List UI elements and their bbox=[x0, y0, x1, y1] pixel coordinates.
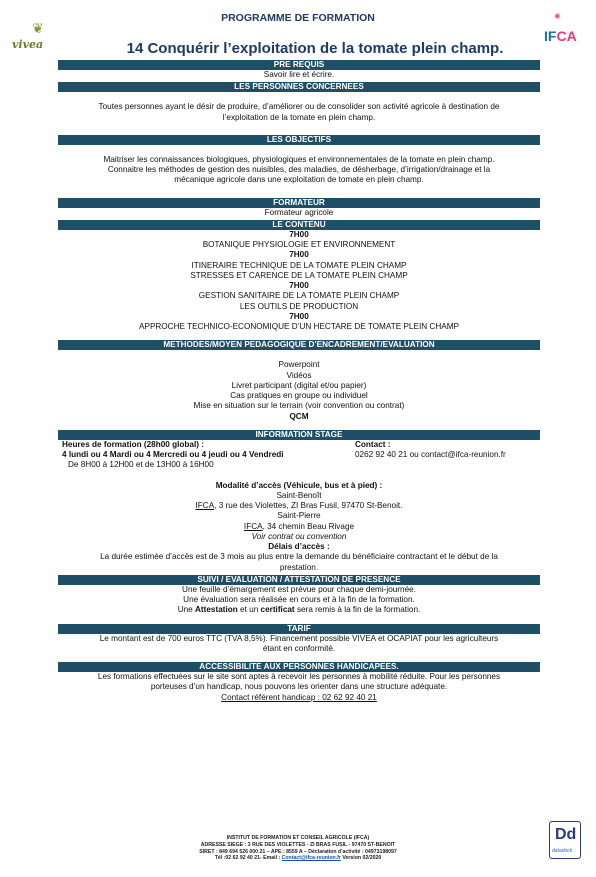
contenu-topic: STRESSES ET CARENCE DE LA TOMATE PLEIN CHAMP bbox=[190, 270, 408, 280]
info-address-2: IFCA, 34 chemin Beau Rivage bbox=[243, 521, 355, 531]
info-hours-label: Heures de formation (28h00 global) : bbox=[62, 439, 204, 449]
info-contact-value[interactable]: 0262 92 40 21 ou contact@ifca-reunion.fr bbox=[355, 450, 506, 459]
info-contact-label: Contact : bbox=[355, 439, 391, 449]
suivi-line-2: Une évaluation sera réalisée en cours et à la fin de la formation. bbox=[183, 595, 415, 604]
info-delais-line-1: La durée estimée d’accès est de 3 mois au plus entre la demande du bénéficiaire contractant et le début de la bbox=[100, 552, 498, 562]
section-heading-accessibilite: ACCESSIBILITE AUX PERSONNES HANDICAPEES. bbox=[58, 662, 540, 672]
datadock-badge-tag: datadock bbox=[552, 848, 573, 854]
ifca-logo-word: IFCA bbox=[544, 28, 577, 44]
methode-item: Vidéos bbox=[286, 370, 312, 380]
dots-icon: ✺ bbox=[554, 12, 560, 21]
personnes-line-1: Toutes personnes ayant le désir de produire, d’améliorer ou de consolider son activité agricole à destination de bbox=[98, 102, 500, 112]
suivi-line-3: Une Attestation et un certificat sera remis à la fin de la formation. bbox=[177, 605, 421, 615]
footer-line-2: ADRESSE SIEGE : 3 RUE DES VIOLETTES - ZI BRAS FUSIL - 97470 ST-BENOIT bbox=[200, 841, 396, 848]
objectifs-line-1: Maitriser les connaissances biologiques, physiologiques et environnementales de la tomate en plein champ. bbox=[103, 154, 495, 164]
methode-item: Livret participant (digital et/ou papier) bbox=[231, 380, 367, 390]
info-times: De 8H00 à 12H00 et de 13H00 à 16H00 bbox=[68, 460, 214, 470]
tarif-line-2: étant en conformité. bbox=[262, 643, 336, 653]
methode-item: Cas pratiques en groupe ou individuel bbox=[230, 391, 368, 400]
datadock-badge-letters: Dd bbox=[555, 826, 577, 843]
section-heading-personnes: LES PERSONNES CONCERNEES bbox=[58, 82, 540, 92]
section-heading-objectifs: LES OBJECTIFS bbox=[58, 135, 540, 145]
accessibilite-contact: Contact référent handicap : 02 62 92 40 21 bbox=[221, 692, 377, 702]
leaf-icon: ❦ bbox=[32, 20, 44, 36]
section-heading-info: INFORMATION STAGE bbox=[58, 430, 540, 440]
footer-line-1: INSTITUT DE FORMATION ET CONSEIL AGRICOLE (IFCA) bbox=[226, 835, 370, 841]
formateur-text: Formateur agricole bbox=[264, 207, 334, 217]
info-site-1: Saint-Benoît bbox=[276, 490, 322, 500]
section-heading-methodes: METHODES/MOYEN PEDAGOGIQUE D’ENCADREMENT/EVALUATION bbox=[58, 340, 540, 350]
info-address-1: IFCA, 3 rue des Violettes, ZI Bras Fusil, 97470 St-Benoit. bbox=[195, 501, 403, 510]
accessibilite-line-1: Les formations effectuées sur le site sont aptes à recevoir les personnes à mobilité réduite. Pour les personnes bbox=[97, 672, 501, 681]
suivi-line-1: Une feuille d’émargement est prévue pour chaque demi-journée. bbox=[182, 584, 416, 594]
ifca-logo bbox=[544, 12, 590, 58]
info-grid bbox=[58, 440, 540, 471]
datadock-badge bbox=[549, 821, 581, 859]
section-heading-contenu: LE CONTENU bbox=[58, 220, 540, 230]
info-days: 4 lundi ou 4 Mardi ou 4 Mercredi ou 4 jeudi ou 4 Vendredi bbox=[62, 450, 284, 459]
section-heading-suivi: SUIVI / EVALUATION / ATTESTATION DE PRESENCE bbox=[58, 575, 540, 585]
vivea-logo bbox=[10, 20, 70, 54]
contenu-list bbox=[58, 230, 540, 333]
contenu-topic: LES OUTILS DE PRODUCTION bbox=[239, 301, 359, 311]
section-heading-formateur: FORMATEUR bbox=[58, 198, 540, 208]
contenu-topic: APPROCHE TECHNICO-ECONOMIQUE D’UN HECTARE DE TOMATE PLEIN CHAMP bbox=[139, 322, 459, 331]
page-footer bbox=[100, 835, 496, 862]
objectifs-line-2: Connaitre les méthodes de gestion des nuisibles, des maladies, de désherbage, d’irrigation/drainage et la bbox=[107, 165, 491, 174]
main-title: 14 Conquérir l’exploitation de la tomate plein champ. bbox=[126, 40, 504, 57]
prerequis-text: Savoir lire et écrire. bbox=[263, 70, 335, 79]
info-delais-label: Délais d’accès : bbox=[268, 542, 330, 551]
page-header-title: PROGRAMME DE FORMATION bbox=[221, 12, 375, 24]
tarif-line-1: Le montant est de 700 euros TTC (TVA 8,5%). Financement possible VIVEA et OCAPIAT pour les agriculteurs bbox=[99, 633, 499, 643]
footer-email-link[interactable]: Contact@ifca-reunion.fr bbox=[281, 855, 341, 862]
section-heading-prerequis: PRE REQUIS bbox=[58, 60, 540, 70]
info-acces-label: Modalité d’accès (Véhicule, bus et à pied) : bbox=[215, 480, 383, 490]
contenu-duration: 7H00 bbox=[289, 250, 309, 260]
methodes-list bbox=[58, 360, 540, 411]
contenu-topic: ITINERAIRE TECHNIQUE DE LA TOMATE PLEIN CHAMP bbox=[191, 260, 407, 270]
objectifs-line-3: mécanique agricole dans une exploitation de tomate en plein champ. bbox=[174, 175, 424, 185]
contenu-duration: 7H00 bbox=[289, 311, 309, 321]
document-body bbox=[58, 58, 540, 703]
contenu-duration: 7H00 bbox=[289, 229, 309, 239]
footer-line-3: SIRET : 849 694 526 000 21 – APE : 8559 A – Déclaration d’activité : 04973198097 bbox=[199, 848, 397, 855]
info-convention: Voir contrat ou convention bbox=[251, 531, 347, 541]
personnes-line-2: l’exploitation de la tomate en plein champ. bbox=[222, 112, 376, 122]
vivea-logo-word: vivea bbox=[12, 38, 44, 51]
accessibilite-line-2: porteuses d’un handicap, nous pouvons les orienter dans une structure adéquate. bbox=[150, 682, 448, 692]
footer-line-4: Tél :02 62 92 40 21- Email : Contact@ifca-reunion.fr Version 02/2020 bbox=[214, 855, 382, 862]
contenu-topic: BOTANIQUE PHYSIOLOGIE ET ENVIRONNEMENT bbox=[202, 240, 396, 249]
contenu-topic: GESTION SANITAIRE DE LA TOMATE PLEIN CHAMP bbox=[198, 291, 400, 301]
info-delais-line-2: prestation. bbox=[279, 562, 319, 572]
info-site-2: Saint-Pierre bbox=[277, 511, 321, 521]
methode-item: Powerpoint bbox=[278, 360, 320, 370]
info-hours bbox=[62, 440, 352, 471]
contenu-duration: 7H00 bbox=[289, 281, 309, 290]
section-heading-tarif: TARIF bbox=[58, 624, 540, 634]
methodes-qcm: QCM bbox=[289, 411, 309, 421]
info-contact bbox=[355, 440, 540, 471]
methode-item: Mise en situation sur le terrain (voir convention ou contrat) bbox=[193, 401, 405, 411]
